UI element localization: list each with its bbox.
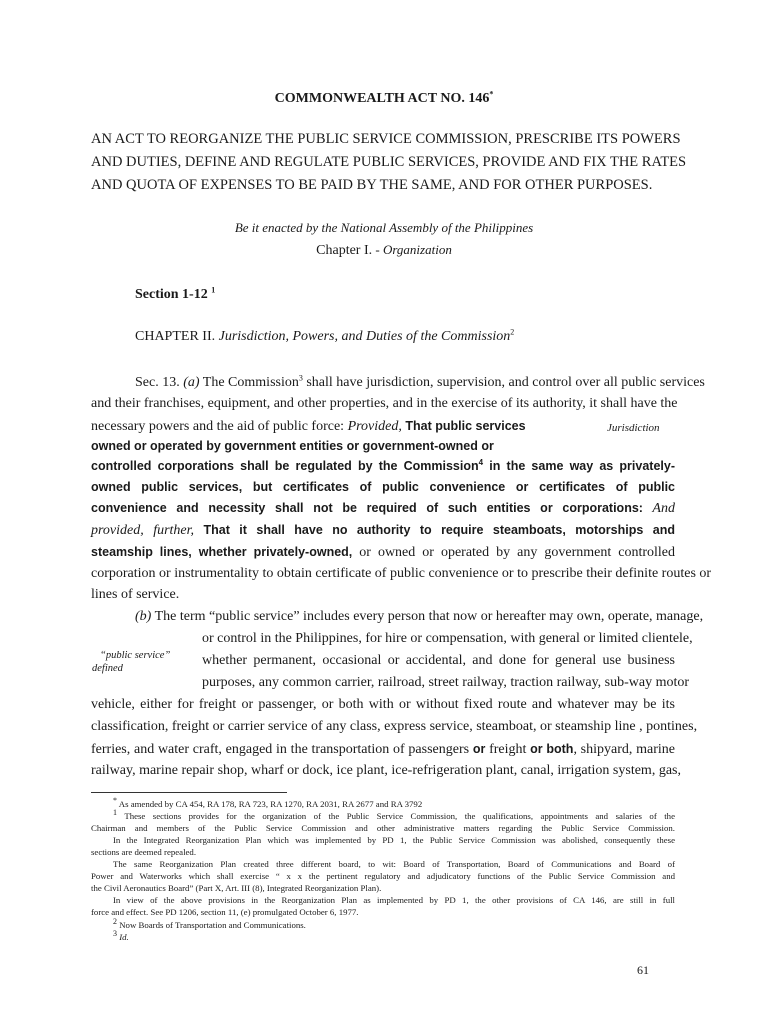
sec13-line-7: convenience and necessity shall not be required of such entities or corporations: And	[91, 501, 675, 516]
sec13-line-11: lines of service.	[91, 587, 180, 602]
sec13b-line-3: whether permanent, occasional or accidental, and done for general use business	[202, 653, 675, 668]
chapter-2-heading: CHAPTER II. Jurisdiction, Powers, and Duties of the Commission$^2$	[135, 327, 515, 344]
sec13b-line-2: or control in the Philippines, for hire or compensation, with general or limited clientele,	[202, 631, 693, 646]
sec13b-line-7: ferries, and water craft, engaged in the transportation of passengers or freight or both, shipyard, marine	[91, 742, 676, 757]
sec13-line-6: owned public services, but certificates of public convenience or certificates of public	[91, 480, 675, 494]
act-subtitle-line-1: AN ACT TO REORGANIZE THE PUBLIC SERVICE COMMISSION, PRESCRIBE ITS POWERS	[91, 131, 681, 147]
page-number: 61	[637, 963, 649, 977]
act-title: COMMONWEALTH ACT NO. 146*	[274, 89, 494, 106]
sec13b-line-6: classification, freight or carrier service of any class, express service, steamboat, or steamship line , pontines,	[91, 719, 698, 734]
footnote-1-line-7: the Civil Aeronautics Board” (Part X, Art. III (8), Integrated Reorganization Plan).	[91, 883, 382, 893]
footnote-1-line-9: force and effect. See PD 1206, section 11, (e) promulgated October 6, 1977.	[91, 907, 359, 917]
footnote-1-line-6: Power and Waterworks which shall exercise “ x x the pertinent regulatory and adjudicatory functions of the Public Service Commission and	[91, 871, 675, 881]
sec13b-line-8: railway, marine repair shop, wharf or dock, ice plant, ice-refrigeration plant, canal, irrigation system, gas,	[91, 763, 681, 778]
sec13-line-10: corporation or instrumentality to obtain certificate of public convenience or to prescribe their definite routes or	[91, 566, 712, 581]
margin-note-public-service: “public service” defined	[92, 650, 171, 674]
footnote-1-line-1: $^1$ These sections provides for the organization of the Public Service Commission, the qualifications, appointments and salaries of the	[113, 808, 675, 821]
act-subtitle-line-3: AND QUOTA OF EXPENSES TO BE PAID BY THE SAME, AND FOR OTHER PURPOSES.	[91, 177, 653, 193]
chapter-1-heading: Chapter I. - Organization	[316, 242, 452, 258]
title-footnote-mark: *	[489, 89, 494, 99]
sec13-line-4: owned or operated by government entities or government-owned or	[91, 439, 494, 453]
enacting-clause: Be it enacted by the National Assembly of the Philippines	[234, 220, 534, 235]
sec13b-line-1: (b) The term “public service” includes every person that now or hereafter may own, operate, manage,	[135, 609, 704, 624]
margin-note-jurisdiction: Jurisdiction	[607, 422, 660, 434]
sec13b-line-5: vehicle, either for freight or passenger, or both with or without fixed route and whatever may be its	[91, 697, 675, 712]
sec13-line-9: steamship lines, whether privately-owned, or owned or operated by any government controlled	[91, 545, 675, 560]
sec13-line-8: provided, further, That it shall have no authority to require steamboats, motorships and	[91, 523, 675, 538]
footnote-star: * As amended by CA 454, RA 178, RA 723, RA 1270, RA 2031, RA 2677 and RA 3792	[113, 796, 423, 809]
footnote-2: $^2$ Now Boards of Transportation and Communications.	[113, 917, 306, 930]
footnote-ref-3: 3	[298, 373, 303, 383]
sec13-line-3: necessary powers and the aid of public force: Provided, That public services	[91, 419, 526, 434]
footnote-ref-4: 4	[478, 457, 484, 467]
footnote-1-line-3: In the Integrated Reorganization Plan which was implemented by PD 1, the Public Service Commission was abolished, consequently these	[113, 835, 675, 845]
sec13b-line-4: purposes, any common carrier, railroad, street railway, traction railway, sub-way motor	[202, 675, 690, 690]
footnote-separator	[91, 792, 287, 793]
sec13-line-5: controlled corporations shall be regulated by the Commission$^4$ in the same way as privately-	[91, 457, 676, 473]
sec13-line-1: Sec. 13. (a) The Commission$^3$ shall have jurisdiction, supervision, and control over all public services	[135, 373, 705, 390]
footnote-ref-1: 1	[211, 285, 216, 295]
footnote-1-line-4: sections are deemed repealed.	[91, 847, 197, 857]
footnote-3: $^3$ Id.	[113, 929, 129, 942]
section-1-12-heading: Section 1-12 $^1$	[135, 285, 216, 302]
footnote-1-line-2: Chairman and members of the Public Service Commission and other administrative matters regarding the Public Service Commission.	[91, 823, 675, 833]
act-subtitle-line-2: AND DUTIES, DEFINE AND REGULATE PUBLIC SERVICES, PROVIDE AND FIX THE RATES	[91, 154, 687, 170]
sec13-line-2: and their franchises, equipment, and other properties, and in the exercise of its authority, it shall have the	[91, 396, 678, 411]
footnote-1-line-8: In view of the above provisions in the Reorganization Plan as implemented by PD 1, the other provisions of CA 146, are still in full	[113, 895, 675, 905]
footnote-1-line-5: The same Reorganization Plan created three different board, to wit: Board of Transportation, Board of Communications and Board of	[113, 859, 675, 869]
footnote-ref-2: 2	[510, 327, 515, 337]
